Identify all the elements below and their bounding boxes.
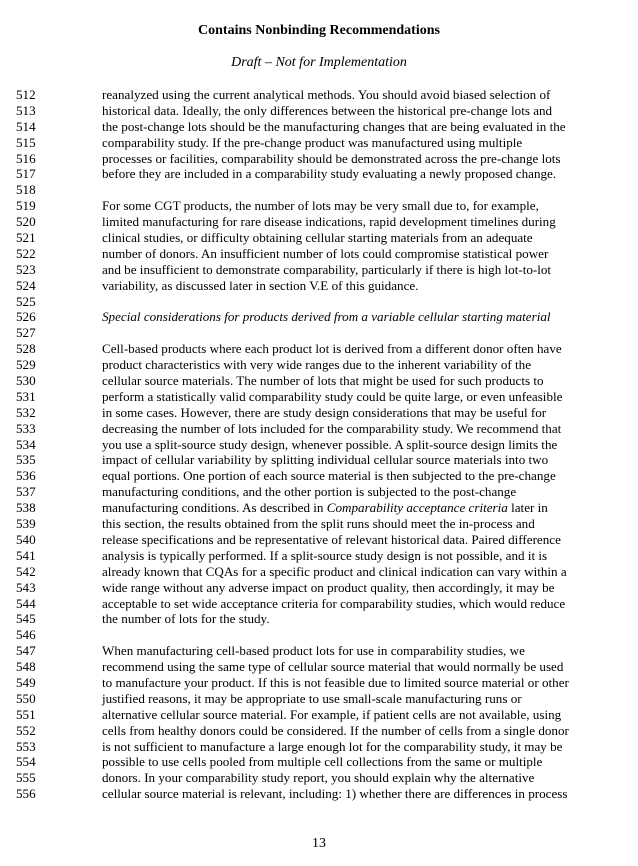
document-line	[0, 405, 638, 421]
line-number: 527	[16, 325, 36, 341]
line-text-segment: already known that CQAs for a specific product and clinical indication can vary within a	[102, 563, 567, 579]
line-text	[102, 643, 525, 659]
line-text	[102, 754, 542, 770]
line-text	[102, 421, 561, 437]
document-line	[0, 214, 638, 230]
line-number: 549	[16, 674, 36, 690]
line-text-segment: variability, as discussed later in section V.E of this guidance.	[102, 277, 419, 293]
line-text-segment: cellular source materials. The number of lots that might be used for such products to	[102, 373, 544, 389]
line-number: 555	[16, 770, 36, 786]
line-text	[102, 103, 552, 119]
document-line	[0, 119, 638, 135]
document-line	[0, 548, 638, 564]
document-line	[0, 294, 638, 310]
line-number: 528	[16, 341, 36, 357]
document-line	[0, 230, 638, 246]
line-text	[102, 119, 566, 135]
document-line	[0, 580, 638, 596]
line-number: 529	[16, 357, 36, 373]
line-text-segment: equal portions. One portion of each source material is then subjected to the pre-change	[102, 468, 556, 484]
line-text	[102, 198, 539, 214]
document-line	[0, 278, 638, 294]
cross-reference: Comparability acceptance criteria	[326, 500, 508, 516]
document-line	[0, 246, 638, 262]
document-line	[0, 627, 638, 643]
document-line	[0, 675, 638, 691]
line-number: 546	[16, 627, 36, 643]
line-number: 532	[16, 404, 36, 420]
line-number: 534	[16, 436, 36, 452]
line-number: 545	[16, 611, 36, 627]
line-text-segment: manufacturing conditions, and the other portion is subjected to the post-change	[102, 484, 517, 500]
line-text-segment: possible to use cells pooled from multiple cell collections from the same or multiple	[102, 754, 543, 770]
line-text	[102, 739, 562, 755]
line-text-segment: alternative cellular source material. For example, if patient cells are not available, using	[102, 706, 562, 722]
line-text	[102, 564, 567, 580]
line-text-segment: donors. In your comparability study report, you should explain why the alternative	[102, 770, 535, 786]
line-text-segment: Special considerations for products derived from a variable cellular starting material	[102, 309, 551, 325]
document-line	[0, 754, 638, 770]
line-text	[102, 532, 561, 548]
line-number: 531	[16, 388, 36, 404]
document-line	[0, 532, 638, 548]
document-line	[0, 182, 638, 198]
line-number: 542	[16, 563, 36, 579]
line-number: 513	[16, 102, 36, 118]
line-number: 539	[16, 516, 36, 532]
document-line	[0, 341, 638, 357]
line-text	[102, 468, 556, 484]
document-line	[0, 659, 638, 675]
line-text	[102, 484, 516, 500]
line-text-segment: to manufacture your product. If this is not feasible due to limited source material or other	[102, 674, 569, 690]
line-text-segment: acceptable to set wide acceptance criteria for comparability studies, which would reduce	[102, 595, 566, 611]
line-text-segment: is not sufficient to manufacture a large enough lot for the comparability study, it may be	[102, 738, 563, 754]
line-number: 554	[16, 754, 36, 770]
document-line	[0, 484, 638, 500]
line-number: 520	[16, 214, 36, 230]
line-text	[102, 500, 548, 516]
document-line	[0, 500, 638, 516]
document-line	[0, 643, 638, 659]
line-text-segment: release specifications and be representative of relevant historical data. Paired difference	[102, 531, 561, 547]
document-line	[0, 786, 638, 802]
document-line	[0, 103, 638, 119]
line-text-segment: historical data. Ideally, the only differences between the historical pre-change lots and	[102, 102, 553, 118]
document-line	[0, 325, 638, 341]
document-line	[0, 691, 638, 707]
line-text	[102, 437, 557, 453]
line-text-segment: For some CGT products, the number of lots may be very small due to, for example,	[102, 198, 539, 214]
line-text-segment: Cell-based products where each product lot is derived from a different donor often have	[102, 341, 562, 357]
line-text-segment: comparability study. If the pre-change product was manufactured using multiple	[102, 134, 523, 150]
line-number: 541	[16, 547, 36, 563]
line-text-segment: decreasing the number of lots included for the comparability study. We recommend that	[102, 420, 562, 436]
document-line	[0, 373, 638, 389]
line-text	[102, 262, 551, 278]
line-text	[102, 87, 550, 103]
document-line	[0, 437, 638, 453]
line-number: 515	[16, 134, 36, 150]
document-line	[0, 135, 638, 151]
line-text-segment: product characteristics with very wide ranges due to the inherent variability of the	[102, 357, 532, 373]
line-text	[102, 373, 544, 389]
line-text	[102, 230, 533, 246]
line-number: 543	[16, 579, 36, 595]
line-text-segment: impact of cellular variability by splitting individual cellular source materials into two	[102, 452, 549, 468]
document-line	[0, 468, 638, 484]
line-number: 552	[16, 722, 36, 738]
line-text-segment: number of donors. An insufficient number of lots could compromise statistical power	[102, 245, 549, 261]
document-line	[0, 707, 638, 723]
line-number: 517	[16, 166, 36, 182]
line-text	[102, 166, 556, 182]
line-number: 547	[16, 643, 36, 659]
line-text-segment: limited manufacturing for rare disease indications, rapid development timelines during	[102, 214, 556, 230]
document-line	[0, 357, 638, 373]
document-line	[0, 262, 638, 278]
section-heading	[102, 309, 551, 325]
line-text-segment: cellular source material is relevant, including: 1) whether there are differences in process	[102, 786, 568, 802]
line-text-segment: the number of lots for the study.	[102, 611, 270, 627]
line-text	[102, 611, 270, 627]
line-text-segment: and be insufficient to demonstrate comparability, particularly if there is high lot-to-lot	[102, 261, 552, 277]
line-text	[102, 135, 522, 151]
line-text-segment: clinical studies, or difficulty obtaining cellular starting materials from an adequate	[102, 230, 533, 246]
line-text-segment: analysis is typically performed. If a split-source study design is not possible, and it is	[102, 547, 548, 563]
document-line	[0, 770, 638, 786]
line-text	[102, 770, 534, 786]
line-number: 519	[16, 198, 36, 214]
document-body	[0, 87, 638, 802]
line-number: 538	[16, 500, 36, 516]
line-text	[102, 516, 535, 532]
line-number: 514	[16, 118, 36, 134]
line-number: 536	[16, 468, 36, 484]
line-text	[102, 357, 531, 373]
document-line	[0, 611, 638, 627]
line-text	[102, 405, 546, 421]
line-number: 548	[16, 659, 36, 675]
line-number: 537	[16, 484, 36, 500]
line-text	[102, 151, 561, 167]
line-text-segment: in some cases. However, there are study design considerations that may be useful for	[102, 404, 547, 420]
line-number: 535	[16, 452, 36, 468]
line-number: 523	[16, 261, 36, 277]
line-text	[102, 548, 547, 564]
line-text-segment: perform a statistically valid comparability study could be quite large, or even unfeasible	[102, 388, 563, 404]
line-text	[102, 452, 548, 468]
document-line	[0, 309, 638, 325]
line-text	[102, 659, 563, 675]
document-line	[0, 87, 638, 103]
line-text-segment: later in	[507, 500, 548, 516]
line-text-segment: this section, the results obtained from the split runs should meet the in-process and	[102, 516, 535, 532]
document-line	[0, 421, 638, 437]
line-text-segment: before they are included in a comparability study evaluating a newly proposed change.	[102, 166, 557, 182]
line-text	[102, 691, 522, 707]
document-line	[0, 198, 638, 214]
line-number: 533	[16, 420, 36, 436]
line-number: 526	[16, 309, 36, 325]
line-text	[102, 675, 569, 691]
line-number: 530	[16, 373, 36, 389]
line-number: 556	[16, 786, 36, 802]
document-line	[0, 389, 638, 405]
document-line	[0, 564, 638, 580]
line-text-segment: recommend using the same type of cellular source material that would normally be used	[102, 659, 564, 675]
document-line	[0, 596, 638, 612]
line-number: 551	[16, 706, 36, 722]
line-text-segment: wide range without any adverse impact on product quality, then accordingly, it may be	[102, 579, 555, 595]
page-number: 13	[312, 836, 326, 851]
line-number: 516	[16, 150, 36, 166]
line-text	[102, 723, 569, 739]
line-text-segment: reanalyzed using the current analytical methods. You should avoid biased selection of	[102, 87, 551, 102]
line-number: 524	[16, 277, 36, 293]
line-number: 512	[16, 87, 36, 102]
line-number: 540	[16, 531, 36, 547]
document-header-title: Contains Nonbinding Recommendations	[198, 23, 440, 38]
line-number: 553	[16, 738, 36, 754]
line-text	[102, 580, 554, 596]
line-text-segment: justified reasons, it may be appropriate to use small-scale manufacturing runs or	[102, 690, 522, 706]
line-text-segment: processes or facilities, comparability should be demonstrated across the pre-change lots	[102, 150, 561, 166]
document-line	[0, 739, 638, 755]
line-number: 525	[16, 293, 36, 309]
line-text-segment: cells from healthy donors could be considered. If the number of cells from a single donor	[102, 722, 569, 738]
line-text	[102, 707, 561, 723]
document-line	[0, 516, 638, 532]
document-line	[0, 452, 638, 468]
line-text	[102, 786, 567, 802]
line-text-segment: the post-change lots should be the manufacturing changes that are being evaluated in the	[102, 118, 566, 134]
document-line	[0, 166, 638, 182]
line-number: 550	[16, 690, 36, 706]
line-text-segment: you use a split-source study design, whenever possible. A split-source design limits the	[102, 436, 558, 452]
line-number: 521	[16, 230, 36, 246]
line-text	[102, 214, 556, 230]
document-line	[0, 151, 638, 167]
document-header-subtitle: Draft – Not for Implementation	[231, 55, 407, 70]
line-text-segment: manufacturing conditions. As described in	[102, 500, 327, 516]
line-text	[102, 389, 562, 405]
line-text	[102, 246, 548, 262]
line-number: 544	[16, 595, 36, 611]
line-number: 522	[16, 245, 36, 261]
line-text-segment: When manufacturing cell-based product lots for use in comparability studies, we	[102, 643, 525, 659]
line-text	[102, 596, 565, 612]
line-number: 518	[16, 182, 36, 198]
document-line	[0, 723, 638, 739]
line-text	[102, 341, 562, 357]
line-text	[102, 278, 419, 294]
